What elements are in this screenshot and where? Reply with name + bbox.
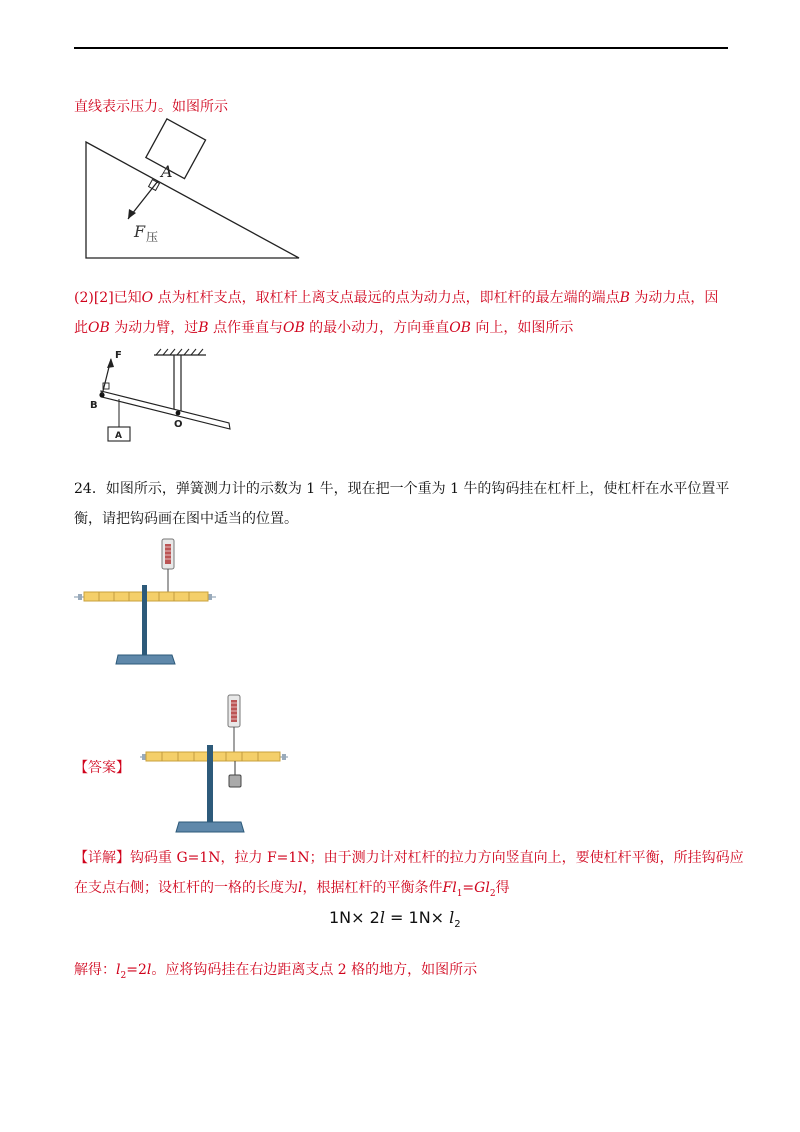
label-a: A [115, 431, 122, 441]
detail-line2: 在支点右侧；设杠杆的一格的长度为l，根据杠杆的平衡条件$Fl_1=Gl_2$得 [74, 880, 510, 899]
block-a-label: A [161, 162, 173, 181]
spring-scale-lever-figure [74, 537, 219, 667]
lever-figure [86, 345, 236, 445]
question-24-line2: 衡，请把钩码画在图中适当的位置。 [74, 511, 298, 527]
text-line-pressure: 直线表示压力。如图所示 [74, 99, 228, 115]
hook-weight [229, 775, 241, 787]
question-24-line1: 24．如图所示，弹簧测力计的示数为 1 牛，现在把一个重为 1 牛的钩码挂在杠杆上，使杠杆在水平位置平 [74, 481, 730, 497]
force-label: F [134, 222, 146, 241]
label-f: F [115, 350, 122, 361]
solve-line: 解得：$l_2=2l$。应将钩码挂在右边距离支点 2 格的地方，如图所示 [74, 962, 478, 981]
equation: $1N\times 2l = 1N\times l_2$ [329, 908, 461, 931]
header-rule [74, 47, 728, 49]
block-a [146, 119, 206, 179]
lever-bar [101, 391, 230, 429]
detail-line1: 【详解】钩码重 G=1N，拉力 F=1N；由于测力计对杠杆的拉力方向竖直向上，要使杠杆平衡，所挂钩码应 [74, 850, 744, 866]
force-arrow-icon [107, 358, 114, 368]
text-para2-line1: (2)[2]已知O 点为杠杆支点，取杠杆上离支点最远的点为动力点，即杠杆的最左端的端点B 为动力点，因 [74, 290, 719, 306]
label-b: B [90, 400, 98, 411]
answer-label: 【答案】 [74, 760, 130, 776]
answer-lever-figure [140, 693, 290, 835]
text-para2-line2: 此OB 为动力臂，过B 点作垂直与OB 的最小动力，方向垂直OB 向上，如图所示 [74, 320, 574, 336]
incline-figure [84, 127, 304, 262]
force-sub-label: 压 [146, 230, 159, 244]
label-o: O [174, 419, 183, 430]
